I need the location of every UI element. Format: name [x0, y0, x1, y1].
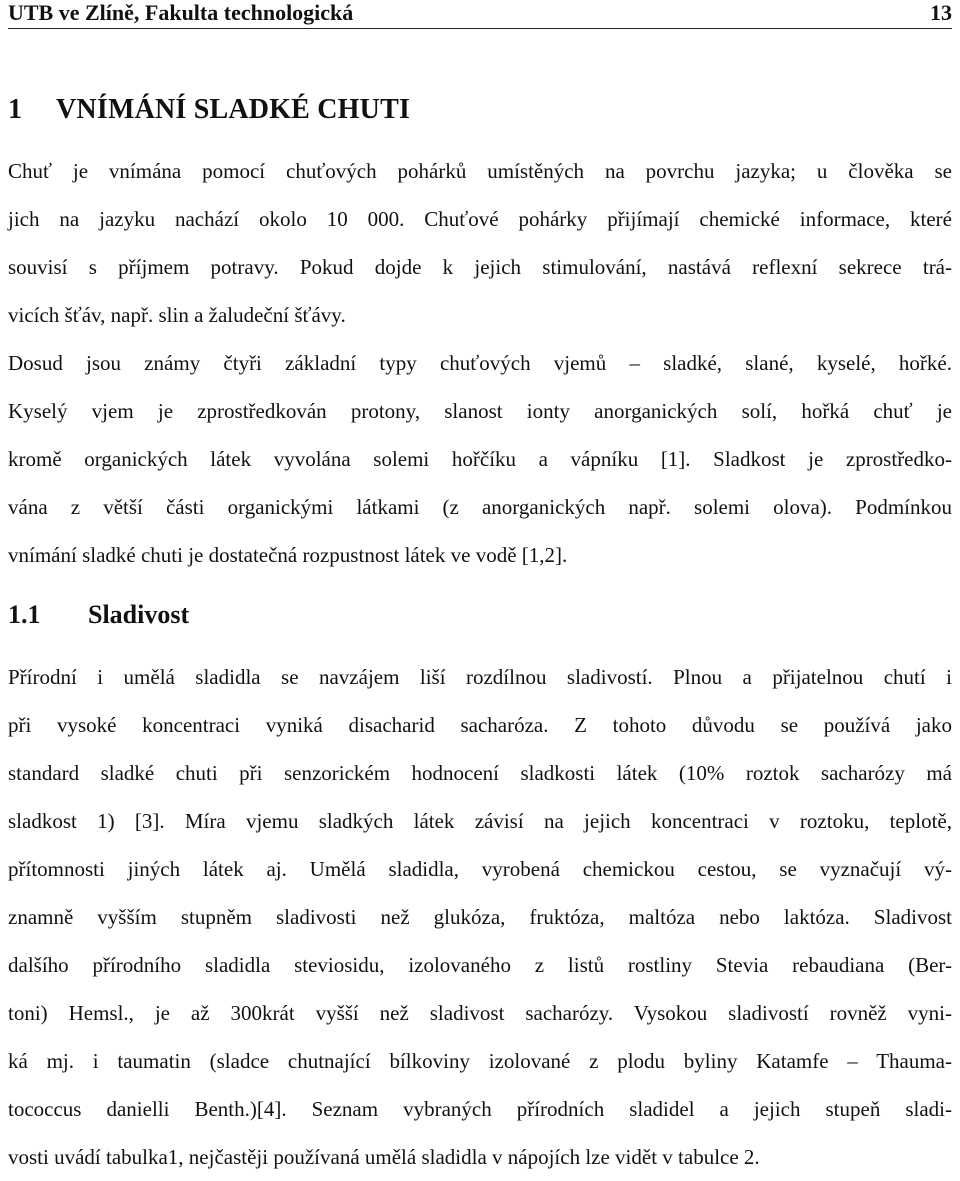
text-line: jich na jazyku nachází okolo 10 000. Chuťové pohárky přijímají chemické informace, které [8, 207, 952, 231]
text-line: tococcus danielli Benth.)[4]. Seznam vybraných přírodních sladidel a jejich stupeň sladi- [8, 1097, 952, 1121]
paragraph-sweetness [8, 653, 952, 1181]
chapter-heading [8, 93, 410, 127]
text-line: dalšího přírodního sladidla steviosidu, izolovaného z listů rostliny Stevia rebaudiana (Ber- [8, 953, 952, 977]
text-line: souvisí s příjmem potravy. Pokud dojde k jejich stimulování, nastává reflexní sekrece trá- [8, 255, 952, 279]
text-line: ká mj. i taumatin (sladce chutnající bílkoviny izolované z plodu byliny Katamfe – Thauma- [8, 1049, 952, 1073]
text-line: přítomnosti jiných látek aj. Umělá sladidla, vyrobená chemickou cestou, se vyznačují vý- [8, 857, 952, 881]
text-line: sladkost 1) [3]. Míra vjemu sladkých látek závisí na jejich koncentraci v roztoku, teplotě, [8, 809, 952, 833]
text-line: vosti uvádí tabulka1, nejčastěji používaná umělá sladidla v nápojích lze vidět v tabulce 2. [8, 1145, 760, 1169]
text-line: Kyselý vjem je zprostředkován protony, slanost ionty anorganických solí, hořká chuť je [8, 399, 952, 423]
text-line: Dosud jsou známy čtyři základní typy chuťových vjemů – sladké, slané, kyselé, hořké. [8, 351, 952, 375]
running-header [8, 0, 952, 29]
text-line: při vysoké koncentraci vyniká disacharid sacharóza. Z tohoto důvodu se používá jako [8, 713, 952, 737]
text-line: standard sladké chuti při senzorickém hodnocení sladkosti látek (10% roztok sacharózy má [8, 761, 952, 785]
section-heading [8, 598, 189, 632]
header-title: UTB ve Zlíně, Fakulta technologická [8, 0, 354, 25]
paragraph-taste-perception [8, 147, 952, 339]
chapter-title: VNÍMÁNÍ SLADKÉ CHUTI [56, 94, 411, 125]
section-title: Sladivost [88, 600, 190, 629]
paragraph-basic-tastes [8, 339, 952, 579]
page-number: 13 [930, 0, 952, 25]
text-line: vicích šťáv, např. slin a žaludeční šťávy. [8, 303, 346, 327]
chapter-number: 1 [8, 94, 23, 125]
text-line: vána z větší části organickými látkami (z anorganických např. solemi olova). Podmínkou [8, 495, 952, 519]
text-line: toni) Hemsl., je až 300krát vyšší než sladivost sacharózy. Vysokou sladivostí rovněž vyni- [8, 1001, 952, 1025]
text-line: znamně vyšším stupněm sladivosti než glukóza, fruktóza, maltóza nebo laktóza. Sladivost [8, 905, 952, 929]
text-line: Přírodní i umělá sladidla se navzájem liší rozdílnou sladivostí. Plnou a přijatelnou chutí i [8, 665, 952, 689]
text-line: vnímání sladké chuti je dostatečná rozpustnost látek ve vodě [1,2]. [8, 543, 568, 567]
section-number: 1.1 [8, 600, 41, 629]
text-line: kromě organických látek vyvolána solemi hořčíku a vápníku [1]. Sladkost je zprostředko- [8, 447, 952, 471]
text-line: Chuť je vnímána pomocí chuťových pohárků umístěných na povrchu jazyka; u člověka se [8, 159, 952, 183]
